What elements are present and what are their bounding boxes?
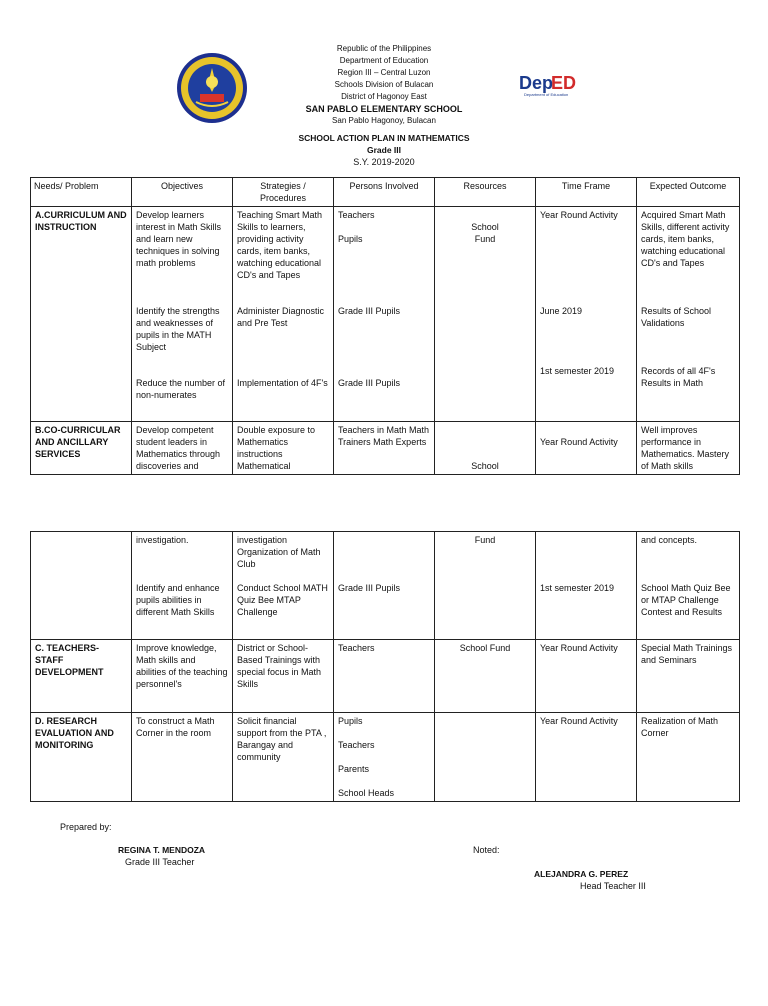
school-year: S.Y. 2019-2020 bbox=[353, 157, 415, 167]
person: Teachers in Math Math Trainers Math Experts bbox=[334, 422, 435, 475]
strategies-cell bbox=[233, 207, 334, 422]
time-frame: June 2019 bbox=[540, 306, 583, 316]
strategy: investigation Organization of Math Club bbox=[237, 535, 321, 569]
objective: investigation. bbox=[136, 535, 189, 545]
person: Teachers bbox=[334, 640, 435, 713]
strategy: Conduct School MATH Quiz Bee MTAP Challenge bbox=[237, 583, 328, 617]
expected-outcome: Realization of Math Corner bbox=[637, 713, 740, 802]
time-frame: Year Round Activity bbox=[536, 422, 637, 475]
col-header-expected-outcome: Expected Outcome bbox=[637, 178, 740, 207]
expected-outcome: Well improves performance in Mathematics. Mastery of Math skills bbox=[637, 422, 740, 475]
resource-empty bbox=[435, 713, 536, 802]
expected-outcome: and concepts. bbox=[641, 535, 698, 545]
noter-title: Head Teacher III bbox=[580, 881, 646, 891]
need-teachers-staff: C. TEACHERS-STAFF DEVELOPMENT bbox=[31, 640, 132, 713]
letterhead bbox=[0, 43, 768, 127]
persons-cell bbox=[334, 713, 435, 802]
header-line-department: Department of Education bbox=[339, 56, 429, 65]
need-curriculum: A.CURRICULUM AND INSTRUCTION bbox=[31, 207, 132, 422]
preparer-title: Grade III Teacher bbox=[125, 857, 195, 867]
objective: Identify the strengths and weaknesses of pupils in the MATH Subject bbox=[136, 306, 220, 352]
persons-cell bbox=[334, 207, 435, 422]
col-header-strategies: Strategies / Procedures bbox=[233, 178, 334, 207]
strategies-cell bbox=[233, 532, 334, 640]
noter-name: ALEJANDRA G. PEREZ bbox=[534, 869, 629, 879]
person: Grade III Pupils bbox=[338, 378, 401, 388]
table-row-research bbox=[31, 713, 740, 802]
time-frame-cell bbox=[536, 532, 637, 640]
svg-text:Dep: Dep bbox=[519, 73, 554, 93]
resource: School Fund bbox=[435, 640, 536, 713]
person: Grade III Pupils bbox=[338, 583, 401, 593]
expected-outcome: Results of School Validations bbox=[641, 306, 712, 328]
col-header-objectives: Objectives bbox=[132, 178, 233, 207]
preparer-name: REGINA T. MENDOZA bbox=[118, 845, 206, 855]
header-line-region: Region III – Central Luzon bbox=[337, 68, 431, 77]
person: Grade III Pupils bbox=[338, 306, 401, 316]
need-empty bbox=[31, 532, 132, 640]
expected-outcome: Records of all 4F's Results in Math bbox=[641, 366, 716, 388]
col-header-persons: Persons Involved bbox=[334, 178, 435, 207]
person: Pupils bbox=[338, 716, 363, 726]
objective: Develop learners interest in Math Skills and learn new techniques in solving math problems bbox=[136, 210, 222, 268]
objective: Improve knowledge, Math skills and abilities of the teaching personnel's bbox=[132, 640, 233, 713]
time-frame-cell bbox=[536, 207, 637, 422]
school-address: San Pablo Hagonoy, Bulacan bbox=[332, 116, 436, 125]
expected-outcome: Acquired Smart Math Skills, different activity cards, item banks, watching educational CD's and Tapes bbox=[641, 210, 730, 268]
table-header-row bbox=[31, 178, 740, 207]
need-research: D. RESEARCH EVALUATION AND MONITORING bbox=[31, 713, 132, 802]
time-frame: Year Round Activity bbox=[536, 713, 637, 802]
person: Teachers bbox=[338, 210, 375, 220]
time-frame: 1st semester 2019 bbox=[540, 366, 615, 376]
strategy: Solicit financial support from the PTA , Barangay and community bbox=[233, 713, 334, 802]
objective: Develop competent student leaders in Mathematics through discoveries and bbox=[132, 422, 233, 475]
objectives-cell bbox=[132, 207, 233, 422]
col-header-resources: Resources bbox=[435, 178, 536, 207]
person: Teachers bbox=[338, 740, 375, 750]
persons-cell bbox=[334, 532, 435, 640]
school-name: SAN PABLO ELEMENTARY SCHOOL bbox=[305, 104, 463, 114]
time-frame: 1st semester 2019 bbox=[540, 583, 615, 593]
objectives-cell bbox=[132, 532, 233, 640]
strategy: Administer Diagnostic and Pre Test bbox=[237, 306, 325, 328]
col-header-time-frame: Time Frame bbox=[536, 178, 637, 207]
need-co-curricular: B.CO-CURRICULAR AND ANCILLARY SERVICES bbox=[31, 422, 132, 475]
strategy: Double exposure to Mathematics instructions Mathematical bbox=[233, 422, 334, 475]
resources-cell bbox=[435, 207, 536, 422]
table-row-co-curricular bbox=[31, 422, 740, 475]
objective: To construct a Math Corner in the room bbox=[132, 713, 233, 802]
action-plan-table-page2 bbox=[30, 531, 740, 802]
person: School Heads bbox=[338, 788, 395, 798]
table-row-co-curricular-cont bbox=[31, 532, 740, 640]
person: Parents bbox=[338, 764, 370, 774]
header-line-country: Republic of the Philippines bbox=[336, 44, 432, 53]
time-frame: Year Round Activity bbox=[540, 210, 618, 220]
table-row-teachers-staff bbox=[31, 640, 740, 713]
outcome-cell bbox=[637, 207, 740, 422]
svg-text:ED: ED bbox=[551, 73, 577, 93]
time-frame: Year Round Activity bbox=[536, 640, 637, 713]
expected-outcome: School Math Quiz Bee or MTAP Challenge Contest and Results bbox=[641, 583, 731, 617]
document-title: SCHOOL ACTION PLAN IN MATHEMATICS bbox=[298, 133, 470, 143]
objective: Identify and enhance pupils abilities in different Math Skills bbox=[136, 583, 220, 617]
outcome-cell bbox=[637, 532, 740, 640]
person: Pupils bbox=[338, 234, 363, 244]
resource: School Fund bbox=[471, 222, 499, 244]
noted-label: Noted: bbox=[473, 845, 500, 855]
strategy: Teaching Smart Math Skills to learners, providing activity cards, item banks, watching educational CD's and Tapes bbox=[237, 210, 323, 280]
table-row-curriculum bbox=[31, 207, 740, 422]
prepared-by-label: Prepared by: bbox=[60, 822, 112, 832]
objective: Reduce the number of non-numerates bbox=[136, 378, 226, 400]
resource: Fund bbox=[435, 532, 536, 640]
resource: School bbox=[435, 422, 536, 475]
col-header-needs: Needs/ Problem bbox=[31, 178, 132, 207]
document-title-block bbox=[0, 132, 768, 168]
header-line-district: District of Hagonoy East bbox=[341, 92, 427, 101]
svg-text:Department of Education: Department of Education bbox=[524, 92, 569, 97]
strategy: District or School-Based Trainings with special focus in Math Skills bbox=[233, 640, 334, 713]
header-line-division: Schools Division of Bulacan bbox=[334, 80, 434, 89]
expected-outcome: Special Math Trainings and Seminars bbox=[637, 640, 740, 713]
grade-level: Grade III bbox=[366, 145, 401, 155]
strategy: Implementation of 4F's bbox=[237, 378, 328, 388]
action-plan-table-page1 bbox=[30, 177, 740, 475]
